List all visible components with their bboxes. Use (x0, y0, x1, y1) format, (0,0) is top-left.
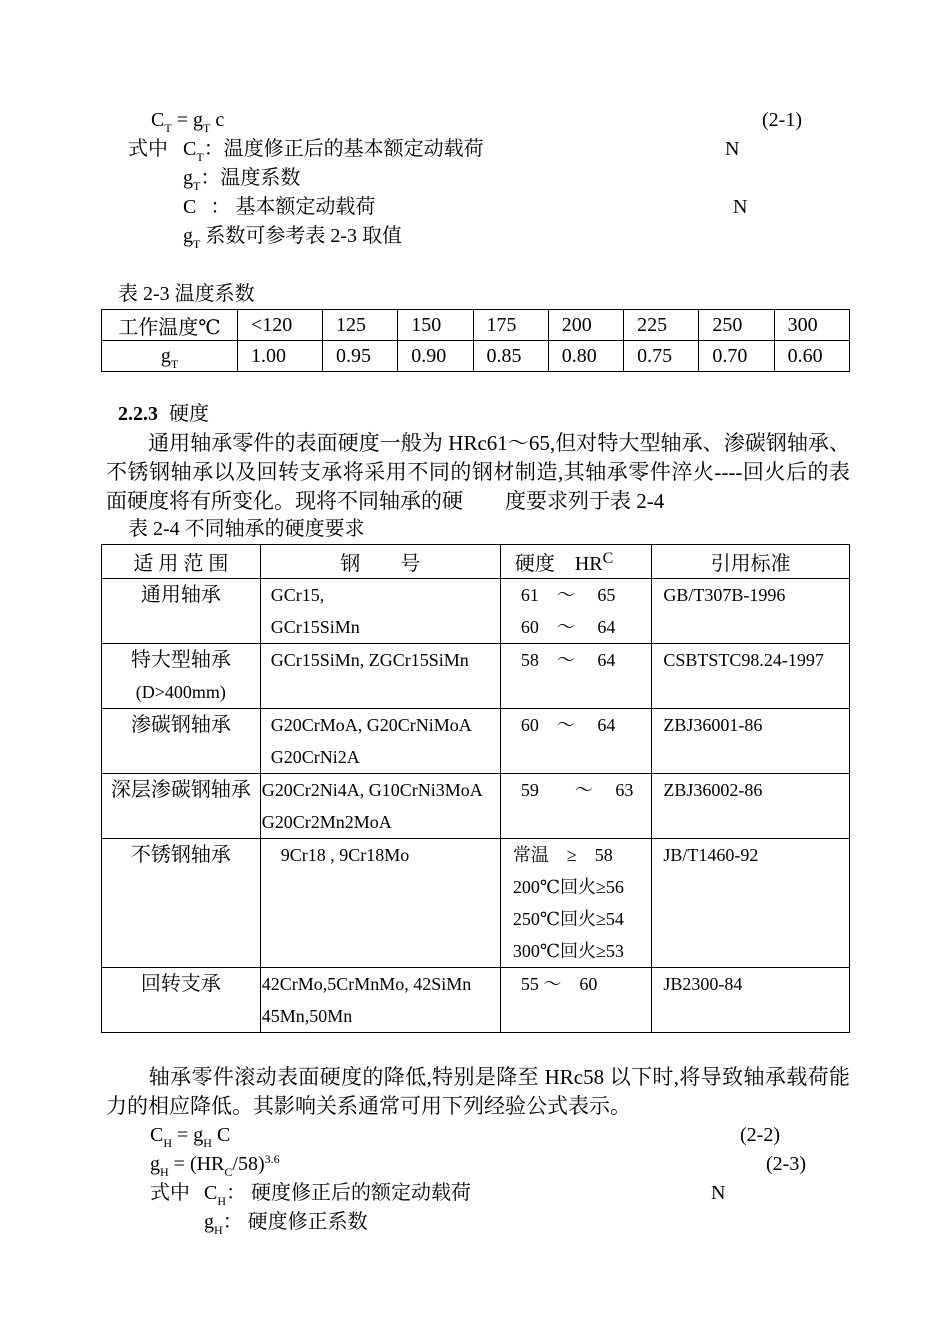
eq3-exponent: 3.6 (264, 1152, 280, 1166)
paragraph-2: 轴承零件滚动表面硬度的降低,特别是降至 HRc58 以下时,将导致轴承载荷能力的相应降低。其影响关系通常可用下列经验公式表示。 (106, 1065, 850, 1118)
section-number: 2.2.3 (118, 403, 158, 425)
steel-text: G20Cr2Mn2MoA (261, 812, 392, 832)
cell-scope (102, 709, 261, 774)
eq2-lhs-sub: H (163, 1136, 173, 1150)
table-row (102, 709, 850, 774)
table-row (102, 774, 850, 839)
cell-steel (260, 774, 500, 839)
cell-hardness (500, 644, 652, 709)
cell-hardness (500, 709, 652, 774)
table-cell: 工作温度℃ (102, 310, 238, 341)
hardness-text: 200℃回火≥56 (512, 877, 624, 897)
steel-text: G20CrNi2A (270, 747, 360, 767)
where2-desc-1: ： 硬度修正系数 (222, 1211, 368, 1233)
eq2-rest-sub: H (203, 1136, 212, 1150)
where1-line-3 (183, 225, 403, 251)
where1-line-0 (183, 138, 484, 164)
table-2-4-caption: 表 2-4 不同轴承的硬度要求 (128, 518, 365, 540)
steel-text: GCr15, (270, 585, 325, 605)
gt-subscript: T (170, 356, 179, 371)
scope-text: 回转支承 (140, 973, 221, 995)
cell-hardness (500, 968, 652, 1033)
where2-line-1 (204, 1211, 368, 1237)
cell-standard (652, 579, 850, 644)
where2-sym-1: g (204, 1211, 214, 1233)
hardness-text: 55 ～ 60 (520, 974, 598, 994)
table-header-row (102, 545, 850, 579)
where1-sub-0: T (196, 150, 204, 164)
hardness-text: 58 ～ 64 (520, 650, 616, 670)
where1-sym-0: C (183, 138, 197, 160)
where1-line-2 (183, 197, 375, 217)
hardness-text: 60 ～ 64 (520, 715, 616, 735)
where2-sub-0: H (217, 1194, 227, 1208)
table-row (102, 839, 850, 968)
eq1-lhs-sub: T (164, 121, 172, 135)
cell-steel (260, 968, 500, 1033)
table-cell: 0.75 (624, 341, 699, 372)
table-row (102, 968, 850, 1033)
table-cell (102, 341, 238, 372)
steel-text: GCr15SiMn, ZGCr15SiMn (270, 650, 469, 670)
eq1-rest2: c (210, 109, 225, 131)
where1-line-1 (183, 167, 301, 193)
eq3-lhs: g (150, 1153, 160, 1175)
hardness-text: 250℃回火≥54 (512, 909, 624, 929)
cell-standard (652, 774, 850, 839)
cell-standard (652, 644, 850, 709)
cell-hardness (500, 579, 652, 644)
header-hardness-label: 硬度 HR (514, 553, 603, 575)
cell-standard (652, 839, 850, 968)
cell-scope (102, 774, 261, 839)
cell-steel (260, 839, 500, 968)
cell-standard (652, 968, 850, 1033)
table-cell: 125 (322, 310, 397, 341)
cell-hardness (500, 774, 652, 839)
table-cell: 0.85 (473, 341, 548, 372)
table-row (102, 310, 850, 341)
eq1-rest-sub: T (202, 121, 211, 135)
where2-line-0 (204, 1182, 472, 1208)
where1-sub-3: T (193, 237, 201, 251)
hardness-text: 300℃回火≥53 (512, 941, 624, 961)
where1-desc-0: ：温度修正后的基本额定动载荷 (203, 138, 484, 160)
table-cell: 0.60 (774, 341, 849, 372)
hardness-text: 61 ～ 65 (520, 585, 616, 605)
equation-2-1 (151, 109, 225, 135)
where1-prefix: 式中 (128, 138, 168, 160)
cell-scope (102, 839, 261, 968)
where1-sym-1: g (183, 167, 193, 189)
eq3-rest-sub: C (224, 1165, 233, 1179)
eq3-rest2: /58) (232, 1153, 265, 1175)
standard-text: ZBJ36001-86 (663, 715, 763, 735)
hardness-requirements-table (101, 544, 850, 1033)
header-hardness-sup: C (602, 550, 614, 567)
standard-text: GB/T307B-1996 (663, 585, 786, 605)
cell-scope (102, 579, 261, 644)
table-row (102, 644, 850, 709)
equation-2-3-number: (2-3) (766, 1153, 806, 1175)
equation-2-3 (150, 1152, 280, 1179)
table-cell: 0.70 (699, 341, 774, 372)
where1-unit-2: N (733, 196, 748, 218)
table-cell: 225 (624, 310, 699, 341)
table-cell: 0.80 (548, 341, 623, 372)
table-cell: <120 (238, 310, 323, 341)
gt-symbol: g (160, 344, 171, 367)
equation-2-2 (150, 1124, 231, 1150)
cell-scope (102, 968, 261, 1033)
scope-text: 通用轴承 (140, 584, 221, 606)
steel-text: 45Mn,50Mn (261, 1006, 353, 1026)
cell-steel (260, 709, 500, 774)
hardness-text: 60 ～ 64 (520, 617, 616, 637)
cell-steel (260, 644, 500, 709)
table-cell: 0.90 (398, 341, 473, 372)
where1-desc-1: ：温度系数 (200, 167, 301, 189)
section-heading (118, 404, 209, 424)
steel-text: GCr15SiMn (270, 617, 360, 637)
where2-desc-0: ： 硬度修正后的额定动载荷 (226, 1182, 472, 1204)
header-steel: 钢 号 (260, 545, 500, 579)
steel-text: 42CrMo,5CrMnMo, 42SiMn (261, 974, 472, 994)
table-row (102, 341, 850, 372)
eq2-rest2: C (211, 1124, 231, 1146)
hardness-text: 常温 ≥ 58 (512, 845, 613, 865)
where2-unit-0: N (711, 1182, 726, 1204)
header-standard: 引用标准 (652, 545, 850, 579)
where2-sym-0: C (204, 1182, 218, 1204)
scope-text: 特大型轴承 (130, 649, 231, 671)
where1-desc-2: ： 基本额定动载荷 (210, 196, 376, 218)
header-hardness (500, 545, 652, 579)
eq2-lhs: C (150, 1124, 164, 1146)
where1-sub-1: T (193, 179, 201, 193)
section-title: 硬度 (169, 403, 209, 425)
table-cell: 0.95 (322, 341, 397, 372)
equation-2-1-number: (2-1) (762, 109, 802, 131)
where2-sub-1: H (214, 1223, 223, 1237)
header-scope: 适 用 范 围 (102, 545, 261, 579)
table-cell: 300 (774, 310, 849, 341)
cell-steel (260, 579, 500, 644)
standard-text: ZBJ36002-86 (663, 780, 763, 800)
table-cell: 175 (473, 310, 548, 341)
table-cell: 250 (699, 310, 774, 341)
standard-text: JB/T1460-92 (663, 845, 759, 865)
standard-text: CSBTSTC98.24-1997 (663, 650, 824, 670)
table-row (102, 579, 850, 644)
eq1-lhs: C (151, 109, 165, 131)
cell-scope (102, 644, 261, 709)
where1-sym-3: g (183, 225, 193, 247)
eq1-rest: = g (176, 109, 203, 131)
scope-text: 不锈钢轴承 (130, 844, 231, 866)
steel-text: G20Cr2Ni4A, G10CrNi3MoA (261, 780, 483, 800)
scope-text: 深层渗碳钢轴承 (110, 779, 251, 801)
eq2-rest: = g (172, 1124, 204, 1146)
cell-hardness (500, 839, 652, 968)
table-2-3-caption: 表 2-3 温度系数 (118, 283, 255, 305)
table-cell: 200 (548, 310, 623, 341)
eq3-rest: = (HR (168, 1153, 225, 1175)
where1-desc-3: 系数可参考表 2-3 取值 (200, 225, 403, 247)
standard-text: JB2300-84 (663, 974, 743, 994)
where1-sym-2: C (183, 196, 197, 218)
steel-text: 9Cr18 , 9Cr18Mo (280, 845, 410, 865)
equation-2-2-number: (2-2) (740, 1124, 780, 1146)
scope-text: (D>400mm) (135, 682, 226, 702)
eq3-lhs-sub: H (160, 1165, 169, 1179)
cell-standard (652, 709, 850, 774)
where2-prefix: 式中 (150, 1182, 190, 1204)
table-cell: 1.00 (238, 341, 323, 372)
temperature-coefficient-table (101, 309, 850, 372)
steel-text: G20CrMoA, G20CrNiMoA (270, 715, 472, 735)
where1-unit-0: N (725, 138, 740, 160)
table-cell: 150 (398, 310, 473, 341)
scope-text: 渗碳钢轴承 (130, 714, 231, 736)
paragraph-1: 通用轴承零件的表面硬度一般为 HRc61～65,但对特大型轴承、渗碳钢轴承、不锈钢轴承以及回转支承将采用不同的钢材制造,其轴承零件淬火----回火后的表面硬度将有所变化。现将不同轴承的硬 度要求列于表 2-4 (106, 431, 850, 513)
hardness-text: 59 ～ 63 (520, 780, 634, 800)
